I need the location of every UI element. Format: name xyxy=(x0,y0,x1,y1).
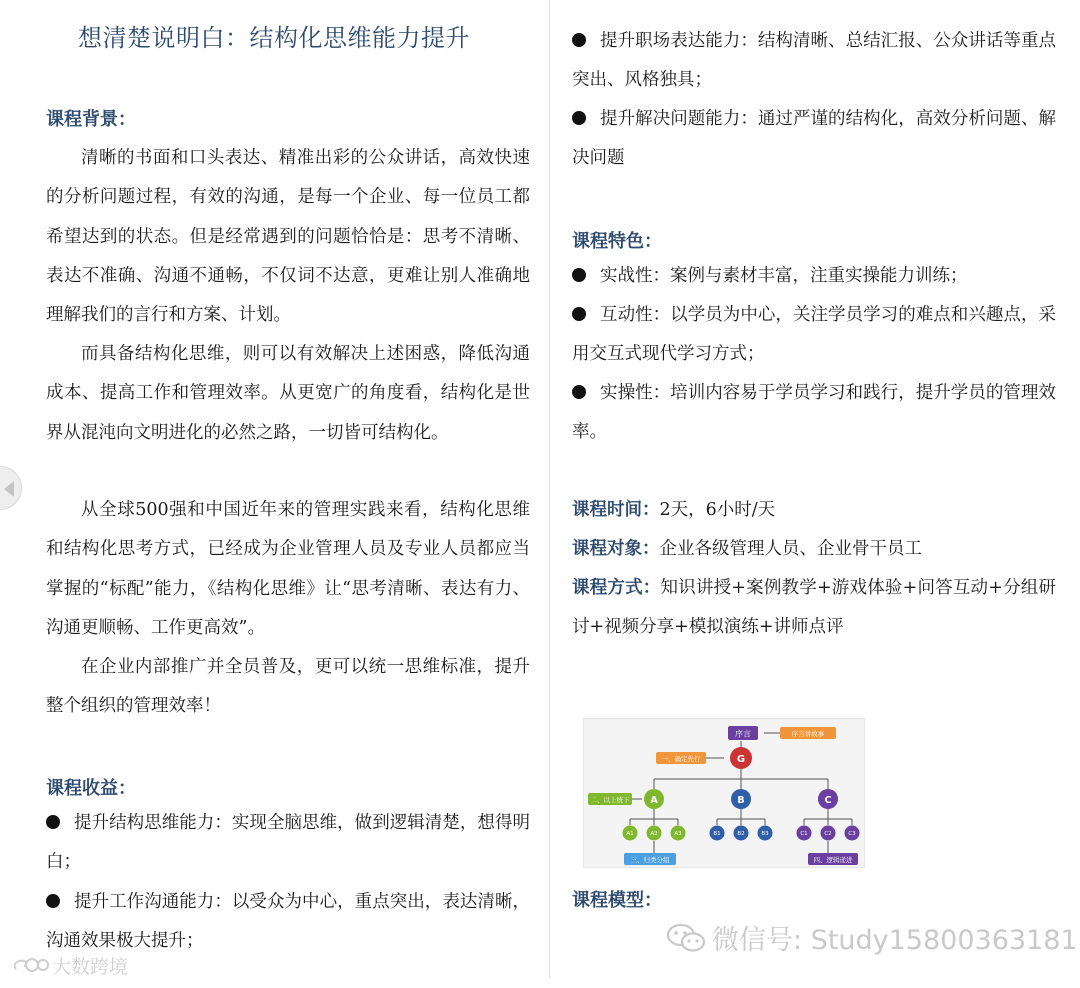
benefit-item: 提升结构思维能力：实现全脑思维，做到逻辑清楚，想得明白； xyxy=(46,813,530,873)
course-audience: 课程对象：企业各级管理人员、企业骨干员工 xyxy=(572,539,922,559)
diagram-label-1: 一、确定先行 xyxy=(661,755,701,763)
benefits-heading: 课程收益： xyxy=(46,778,136,799)
node-a1-label: A1 xyxy=(626,831,634,837)
bullet-icon xyxy=(46,815,60,829)
features-heading: 课程特色： xyxy=(572,231,662,252)
node-c3-label: C3 xyxy=(848,831,856,837)
diagram-label-4: 四、逻辑递进 xyxy=(813,856,853,864)
bullet-icon xyxy=(46,894,60,908)
node-b2-label: B2 xyxy=(737,831,745,837)
node-g-label: G xyxy=(736,754,746,765)
page-title: 想清楚说明白：结构化思维能力提升 xyxy=(78,24,470,52)
diagram-label-2: 二、以上统下 xyxy=(590,796,630,804)
course-method: 课程方式：知识讲授+案例教学+游戏体验+问答互动+分组研讨+视频分享+模拟演练+讲师点评 xyxy=(572,578,1057,638)
node-a-label: A xyxy=(650,795,658,806)
course-model-diagram xyxy=(583,718,865,868)
node-a3-label: A3 xyxy=(674,831,682,837)
diagram-label-3: 三、归类分组 xyxy=(630,856,670,864)
node-b1-label: B1 xyxy=(713,831,721,837)
benefit-item: 提升工作沟通能力：以受众为中心，重点突出，表达清晰，沟通效果极大提升； xyxy=(46,892,530,952)
bullet-icon xyxy=(572,33,586,47)
feature-item: 互动性：以学员为中心，关注学员学习的难点和兴趣点，采用交互式现代学习方式； xyxy=(572,305,1056,365)
root-label: 序言 xyxy=(735,729,751,739)
bullet-icon xyxy=(572,307,586,321)
background-paragraph-3: 从全球500强和中国近年来的管理实践来看，结构化思维和结构化思考方式，已经成为企业管理人员及专业人员都应当掌握的“标配”能力，《结构化思维》让“思考清晰、表达有力、沟通更顺畅、工作更高效”。 xyxy=(46,500,530,638)
background-paragraph-1: 清晰的书面和口头表达、精准出彩的公众讲话，高效快速的分析问题过程，有效的沟通，是每一个企业、每一位员工都希望达到的状态。但是经常遇到的问题恰恰是：思考不清晰、表达不准确、沟通不通畅，不仅词不达意，更难让别人准确地理解我们的言行和方案、计划。 xyxy=(46,148,530,326)
background-paragraph-2: 而具备结构化思维，则可以有效解决上述困惑，降低沟通成本、提高工作和管理效率。从更宽广的角度看，结构化是世界从混沌向文明进化的必然之路，一切皆可结构化。 xyxy=(46,344,530,443)
background-heading: 课程背景： xyxy=(46,109,136,130)
wechat-icon xyxy=(666,923,706,953)
weibo-logo-icon xyxy=(10,955,50,977)
model-heading: 课程模型： xyxy=(572,890,662,911)
previous-page-arrow-icon[interactable] xyxy=(0,466,22,510)
node-c1-label: C1 xyxy=(800,831,808,837)
node-c-label: C xyxy=(824,795,832,806)
root-note-label: 序言讲故事 xyxy=(791,730,825,738)
bullet-icon xyxy=(572,111,586,125)
bullet-icon xyxy=(572,268,586,282)
node-a2-label: A2 xyxy=(650,831,658,837)
bullet-icon xyxy=(572,385,586,399)
structure-tree-diagram xyxy=(584,719,866,869)
feature-item: 实战性：案例与素材丰富，注重实操能力训练； xyxy=(572,257,1056,296)
node-b-label: B xyxy=(737,795,745,806)
benefit-item: 提升职场表达能力：结构清晰、总结汇报、公众讲话等重点突出、风格独具； xyxy=(572,31,1056,91)
feature-item: 实操性：培训内容易于学员学习和践行，提升学员的管理效率。 xyxy=(572,383,1056,443)
background-paragraph-4: 在企业内部推广并全员普及，更可以统一思维标准，提升整个组织的管理效率！ xyxy=(46,657,530,717)
wechat-watermark: 微信号: Study15800363181 xyxy=(666,918,1078,957)
node-b3-label: B3 xyxy=(761,831,769,837)
column-divider xyxy=(549,0,550,978)
course-time: 课程时间：2天，6小时/天 xyxy=(572,500,776,520)
benefit-item: 提升解决问题能力：通过严谨的结构化，高效分析问题、解决问题 xyxy=(572,109,1056,169)
corner-watermark: 大数跨境 xyxy=(10,952,128,979)
node-c2-label: C2 xyxy=(824,831,832,837)
